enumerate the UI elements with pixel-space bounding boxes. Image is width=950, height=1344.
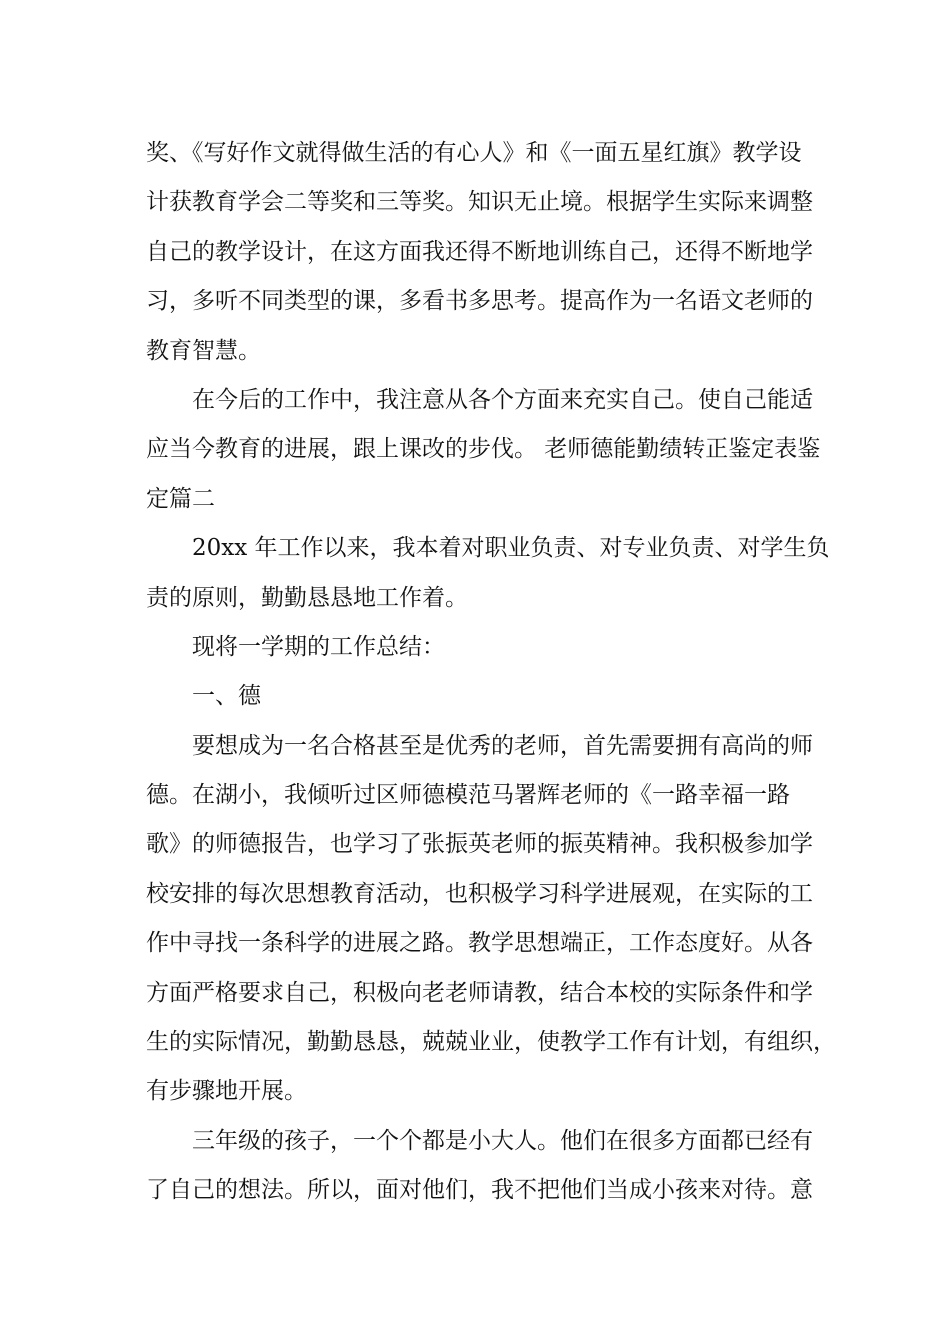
text-line: 计获教育学会二等奖和三等奖。知识无止境。根据学生实际来调整	[146, 189, 813, 216]
paragraph-start-line: 三年级的孩子，一个个都是小大人。他们在很多方面都已经有	[192, 1127, 813, 1154]
text-line: 应当今教育的进展，跟上课改的步伐。 老师德能勤绩转正鉴定表鉴	[146, 436, 821, 463]
section-heading: 一、德	[192, 683, 261, 710]
text-line: 作中寻找一条科学的进展之路。教学思想端正，工作态度好。从各	[146, 930, 813, 957]
document-body	[146, 129, 836, 1216]
text-line: 方面严格要求自己，积极向老老师请教，结合本校的实际条件和学	[146, 979, 813, 1006]
paragraph-start-line: 现将一学期的工作总结：	[192, 633, 445, 660]
text-line: 自己的教学设计，在这方面我还得不断地训练自己，还得不断地学	[146, 238, 813, 265]
text-line: 教育智慧。	[146, 337, 261, 364]
text-line: 有步骤地开展。	[146, 1078, 307, 1105]
text-line: 责的原则，勤勤恳恳地工作着。	[146, 584, 468, 611]
text-line: 奖、《写好作文就得做生活的有心人》和《一面五星红旗》教学设	[146, 140, 802, 166]
text-line: 生的实际情况，勤勤恳恳，兢兢业业，使教学工作有计划，有组织，	[146, 1029, 836, 1056]
text-line: 歌》的师德报告，也学习了张振英老师的振英精神。我积极参加学	[146, 831, 813, 858]
paragraph-start-line: 要想成为一名合格甚至是优秀的老师，首先需要拥有高尚的师	[192, 732, 813, 759]
text-line: 德。在湖小，我倾听过区师德模范马署辉老师的《一路幸福一路	[146, 782, 790, 809]
paragraph-start-line: 20xx 年工作以来，我本着对职业负责、对专业负责、对学生负	[192, 535, 830, 562]
text-line: 了自己的想法。所以，面对他们，我不把他们当成小孩来对待。意	[146, 1177, 813, 1204]
text-line: 习，多听不同类型的课，多看书多思考。提高作为一名语文老师的	[146, 288, 813, 315]
paragraph-start-line: 在今后的工作中，我注意从各个方面来充实自己。使自己能适	[192, 386, 813, 413]
text-line: 定篇二	[146, 485, 215, 512]
text-line: 校安排的每次思想教育活动，也积极学习科学进展观，在实际的工	[146, 880, 813, 907]
